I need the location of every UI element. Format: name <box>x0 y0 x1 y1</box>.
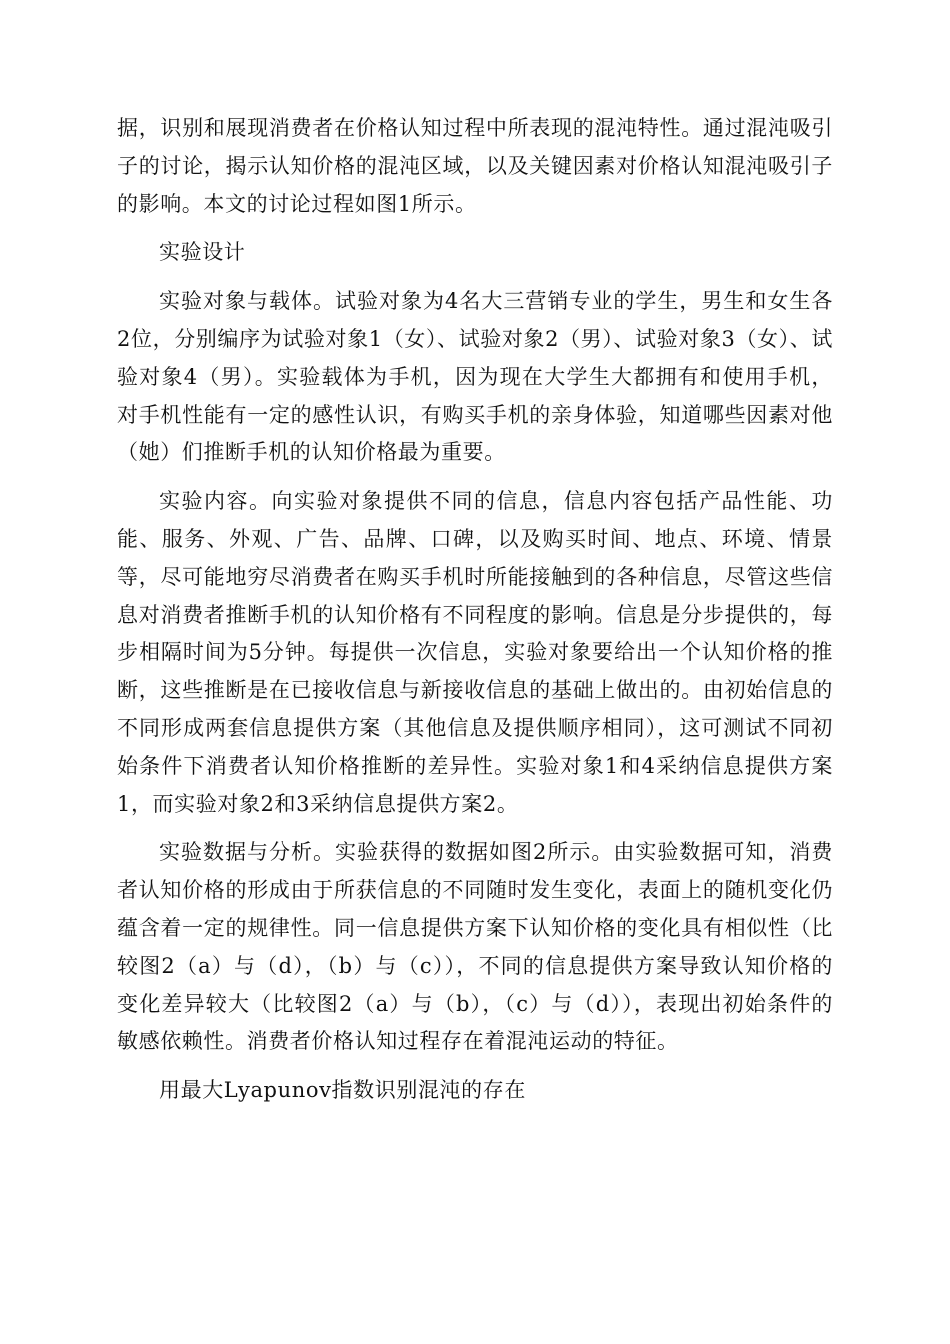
paragraph-data-and-analysis: 实验数据与分析。实验获得的数据如图2所示。由实验数据可知，消费者认知价格的形成由于所获信息的不同随时发生变化，表面上的随机变化仍蕴含着一定的规律性。同一信息提供方案下认知价格的变化具有相似性（比较图2（a）与（d），（b）与（c）），不同的信息提供方案导致认知价格的变化差异较大（比较图2（a）与（b），（c）与（d）），表现出初始条件的敏感依赖性。消费者价格认知过程存在着混沌运动的特征。 <box>117 840 833 1054</box>
section-heading-lyapunov: 用最大Lyapunov指数识别混沌的存在 <box>159 1078 526 1103</box>
section-heading-experiment-design: 实验设计 <box>159 240 246 265</box>
paragraph-subjects-and-carrier: 实验对象与载体。试验对象为4名大三营销专业的学生，男生和女生各2位，分别编序为试验对象1（女）、试验对象2（男）、试验对象3（女）、试验对象4（男）。实验载体为手机，因为现在大学生大都拥有和使用手机，对手机性能有一定的感性认识，有购买手机的亲身体验，知道哪些因素对他（她）们推断手机的认知价格最为重要。 <box>117 289 833 465</box>
paragraph-gap <box>117 223 833 234</box>
document-page <box>117 110 833 1110</box>
paragraph-gap <box>117 1061 833 1072</box>
paragraph-gap <box>117 272 833 283</box>
paragraph-experiment-content: 实验内容。向实验对象提供不同的信息，信息内容包括产品性能、功能、服务、外观、广告、品牌、口碑，以及购买时间、地点、环境、情景等，尽可能地穷尽消费者在购买手机时所能接触到的各种信息，尽管这些信息对消费者推断手机的认知价格有不同程度的影响。信息是分步提供的，每步相隔时间为5分钟。每提供一次信息，实验对象要给出一个认知价格的推断，这些推断是在已接收信息与新接收信息的基础上做出的。由初始信息的不同形成两套信息提供方案（其他信息及提供顺序相同），这可测试不同初始条件下消费者认知价格推断的差异性。实验对象1和4采纳信息提供方案1，而实验对象2和3采纳信息提供方案2。 <box>117 489 833 816</box>
paragraph-intro-continuation: 据，识别和展现消费者在价格认知过程中所表现的混沌特性。通过混沌吸引子的讨论，揭示认知价格的混沌区域，以及关键因素对价格认知混沌吸引子的影响。本文的讨论过程如图1所示。 <box>117 116 833 216</box>
paragraph-gap <box>117 472 833 483</box>
paragraph-gap <box>117 823 833 834</box>
